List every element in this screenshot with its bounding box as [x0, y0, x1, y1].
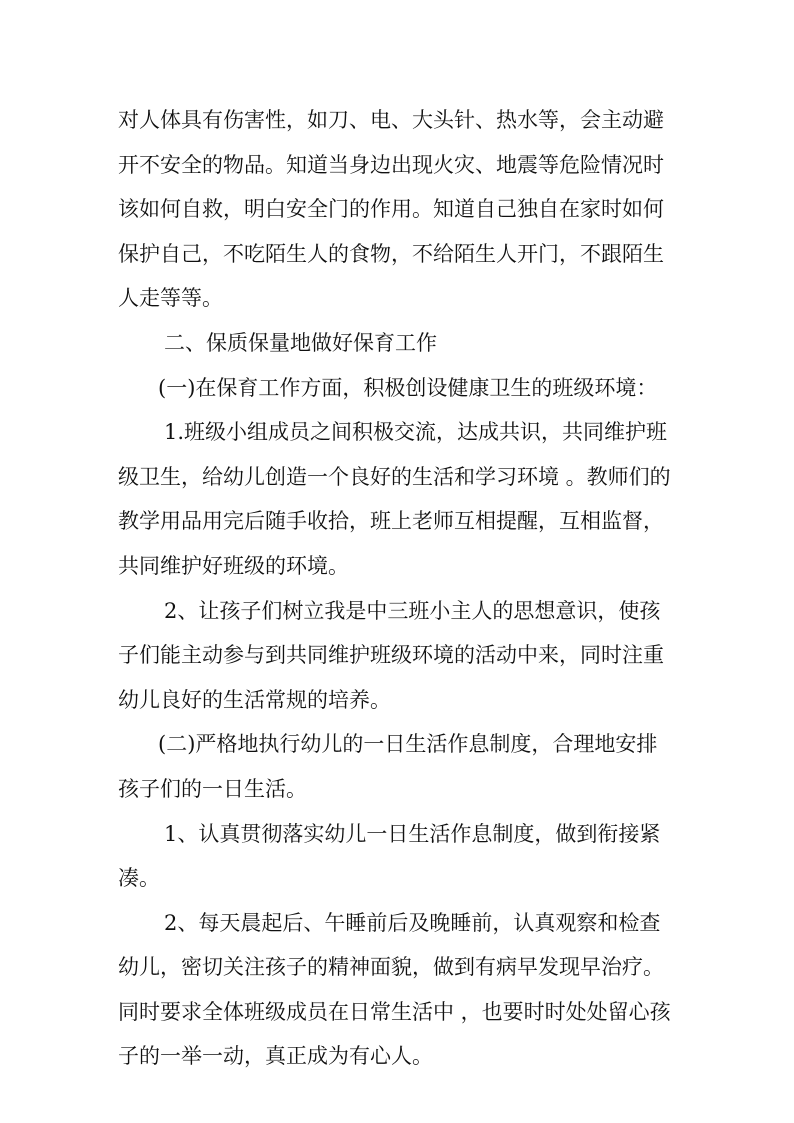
text-line: 幼儿，密切关注孩子的精神面貌，做到有病早发现早治疗。	[118, 955, 664, 980]
text-line: 对人体具有伤害性，如刀、电、大头针、热水等，会主动避	[118, 108, 664, 132]
text-line: 开不安全的物品。知道当身边出现火灾、地震等危险情况时	[118, 152, 664, 177]
document-body	[118, 98, 690, 1079]
text-line: 孩子们的一日生活。	[118, 776, 307, 801]
text-line: 凑。	[118, 866, 160, 891]
section-heading: 二、保质保量地做好保育工作	[164, 330, 437, 355]
text-line: 人走等等。	[118, 286, 223, 311]
text-line: 子们能主动参与到共同维护班级环境的活动中来，同时注重	[118, 643, 664, 668]
text-line: 共同维护好班级的环境。	[118, 553, 349, 578]
text-line: 该如何自救，明白安全门的作用。知道自己独自在家时如何	[118, 197, 664, 222]
text-line: 子的一举一动，真正成为有心人。	[118, 1044, 433, 1069]
text-line: 幼儿良好的生活常规的培养。	[118, 687, 391, 712]
text-line: 2、每天晨起后、午睡前后及晚睡前，认真观察和检查	[164, 910, 661, 935]
text-line: 2、让孩子们树立我是中三班小主人的思想意识，使孩	[164, 598, 661, 623]
subsection-heading: (二)严格地执行幼儿的一日生活作息制度，合理地安排	[158, 732, 658, 757]
text-line: 1、认真贯彻落实幼儿一日生活作息制度，做到衔接紧	[164, 821, 661, 846]
text-line: 保护自己，不吃陌生人的食物，不给陌生人开门，不跟陌生	[118, 241, 664, 266]
text-line: 同时要求全体班级成员在日常生活中 ，也要时时处处留心孩	[118, 999, 671, 1024]
text-line: 教学用品用完后随手收拾，班上老师互相提醒，互相监督，	[118, 509, 664, 534]
text-line: 级卫生，给幼儿创造一个良好的生活和学习环境 。教师们的	[118, 464, 671, 489]
text-line: 1.班级小组成员之间积极交流，达成共识，共同维护班	[164, 420, 668, 445]
subsection-heading: (一)在保育工作方面，积极创设健康卫生的班级环境：	[158, 375, 658, 400]
